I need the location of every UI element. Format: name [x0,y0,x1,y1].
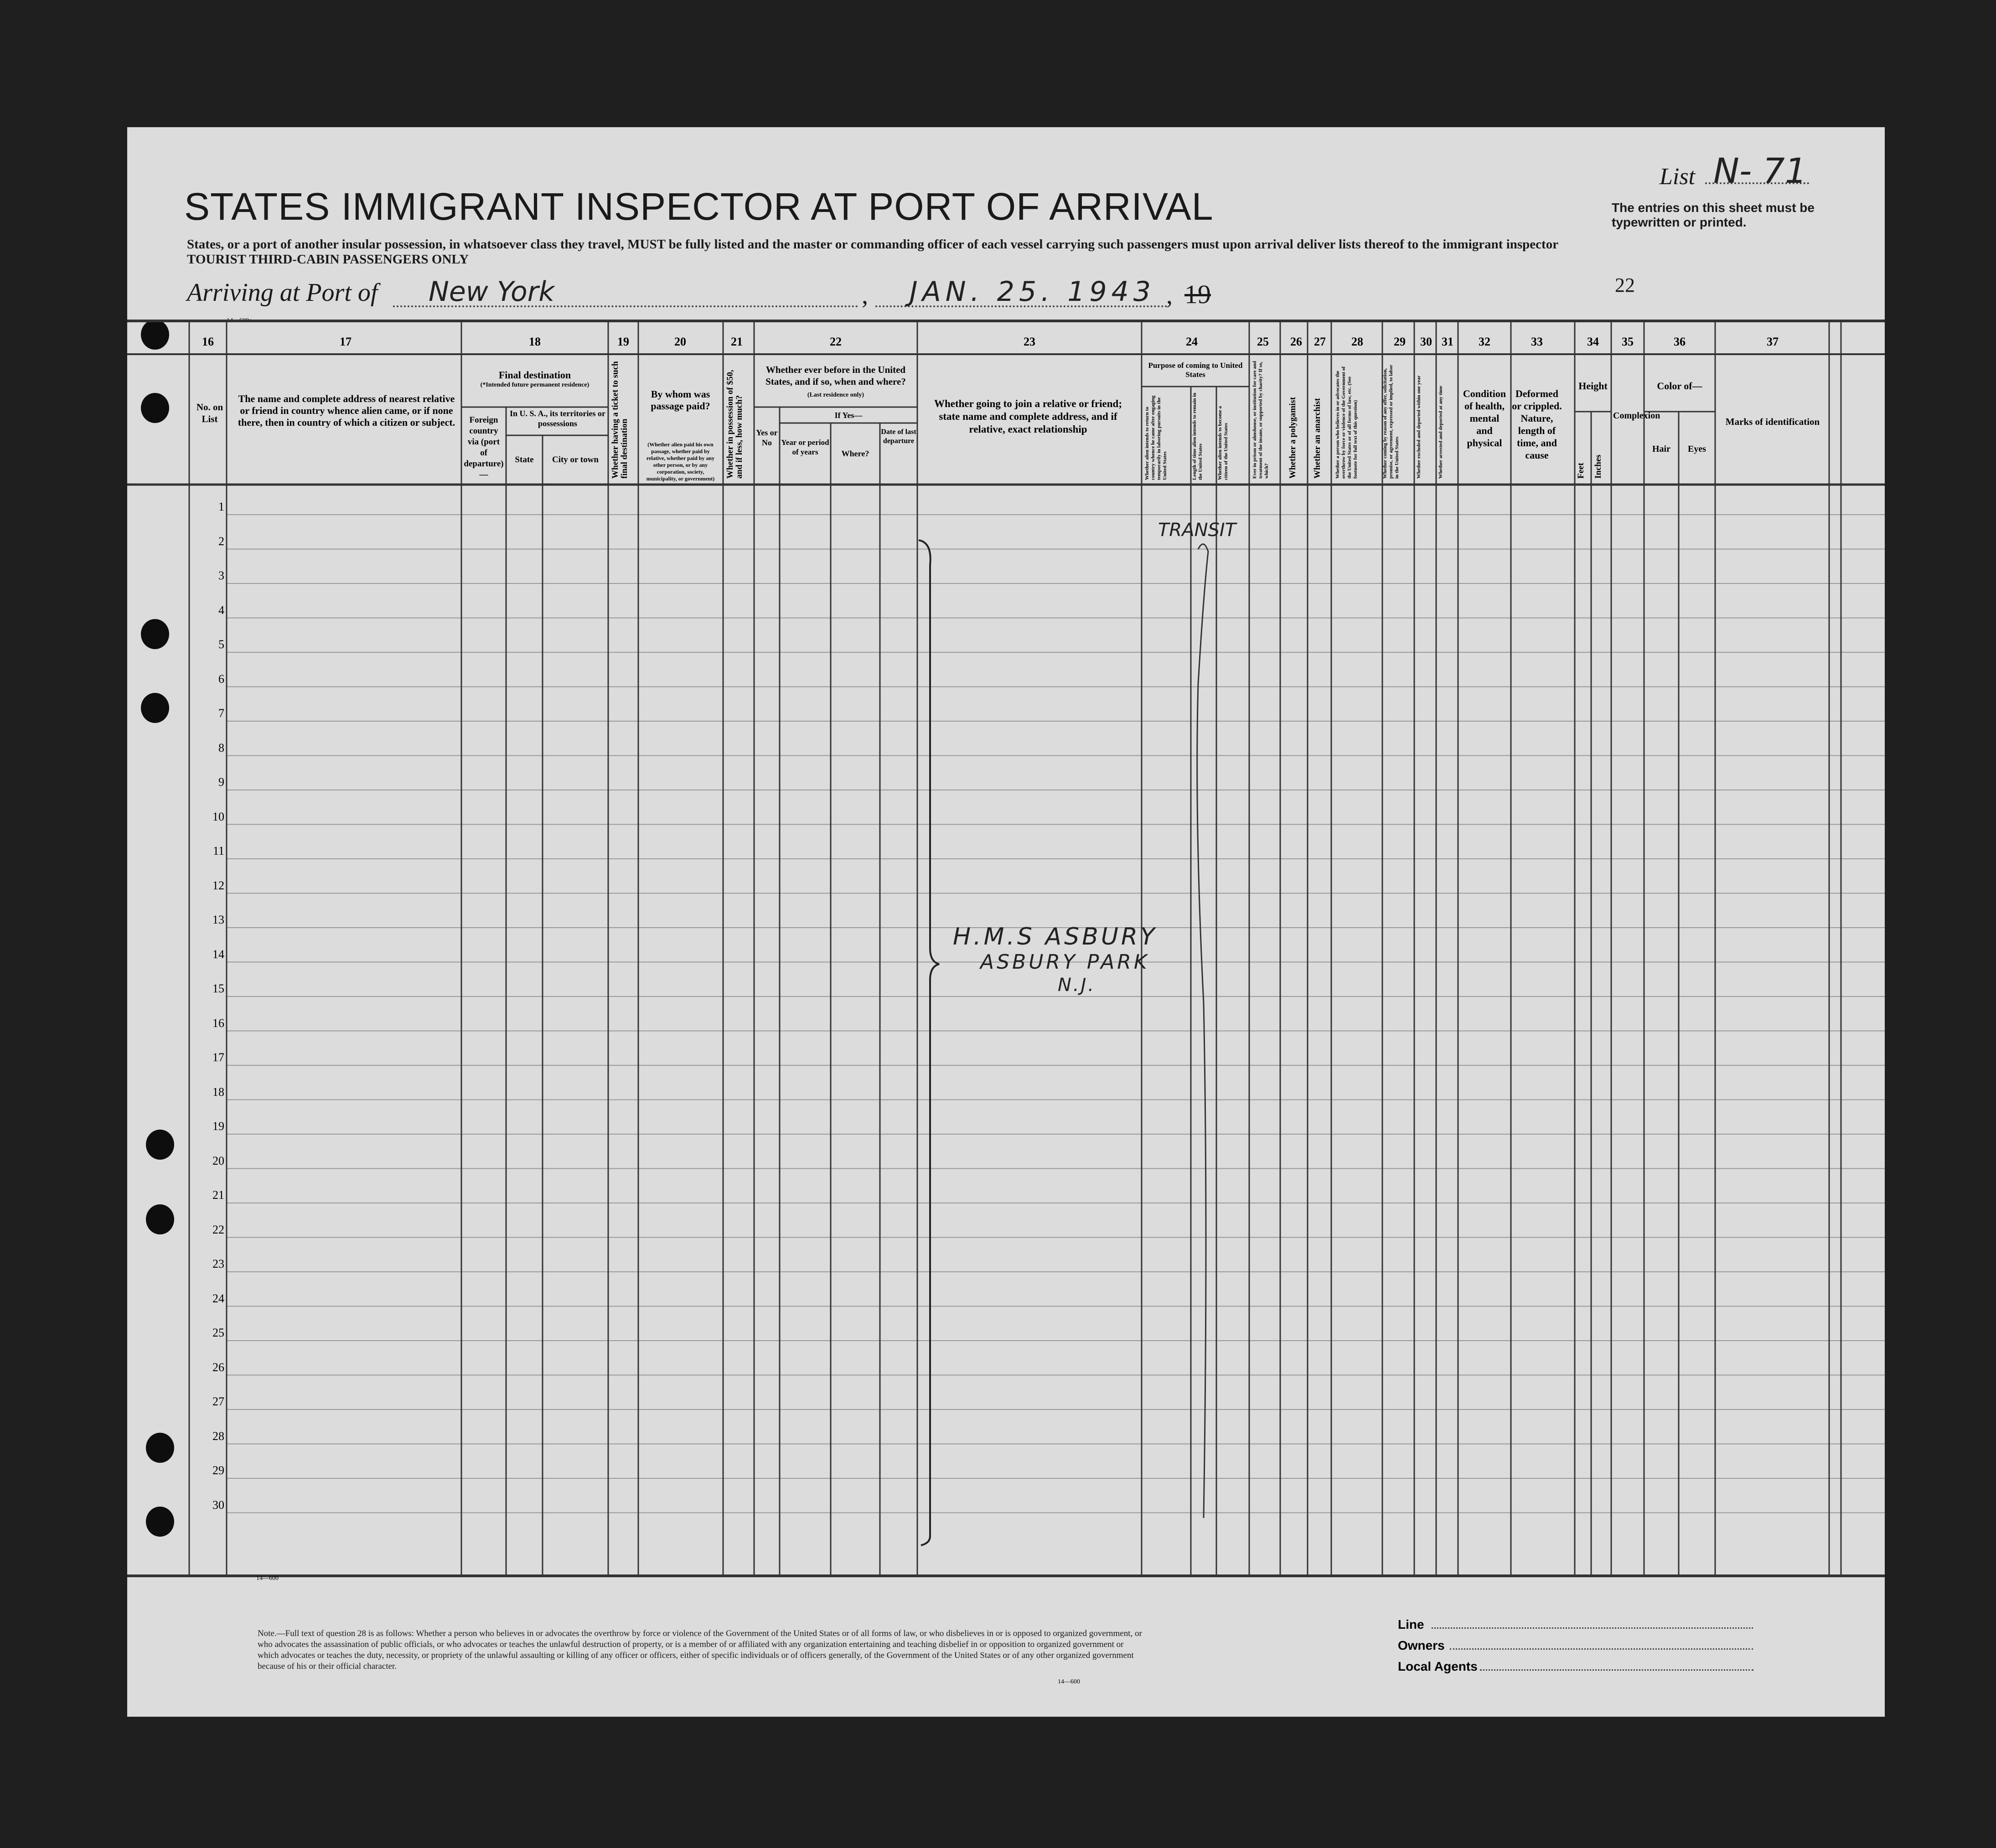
header-passage-paid-note: (Whether alien paid his own passage, whether paid by relative, whether paid by any other person, or by any corporation, society, municipality, or government) [646,441,715,482]
header-if-yes: If Yes— [834,411,863,420]
colnum-16: 16 [202,335,214,348]
header-final-destination: Final destination [498,369,571,381]
row-number: 12 [212,878,224,892]
bracket-mark [919,540,939,1545]
date-value: JAN. 25. 1943 [910,276,1155,308]
header-nearest-relative: The name and complete address of nearest relative or friend in country whence alien came, or if none there, then in country of which a citizen or subject. [238,393,455,428]
row-number: 28 [212,1429,224,1443]
comma: , [1166,281,1173,310]
colnum-21: 21 [731,335,743,348]
page-number: 22 [1615,274,1635,296]
header-fifty-dollars: Whether in possession of $50, and if less, how much? [725,370,744,479]
colnum-31: 31 [1442,335,1453,348]
header-passage-paid: By whom was passage paid? [651,388,710,412]
header-ticket: Whether having a ticket to such final destination [610,361,629,479]
local-agents-label: Local Agents [1398,1659,1478,1673]
purpose-transit: TRANSIT [1158,520,1236,541]
form-code: 14—600 [1058,1678,1080,1685]
class-line: TOURIST THIRD-CABIN PASSENGERS ONLY [187,252,469,267]
row-number: 30 [212,1498,224,1512]
header-complexion: Complexion [1613,411,1660,421]
header-eyes: Eyes [1688,444,1706,454]
form-code: 14—600 [256,1575,279,1582]
header-purpose: Purpose of coming to United States [1148,361,1243,379]
header-where: Where? [841,449,869,458]
list-label: List [1660,164,1696,190]
footnote-q28: Note.—Full text of question 28 is as follows: Whether a person who believes in or advocates the overthrow by force or violence of the Government of the United States or of all forms of law, or who disbelieves in or is opposed to organized government, or who advocates the assassination of public officials, or who advocates or teaches the unlawful destruction of property, or is a member of or affiliated with any organization entertaining and teaching disbelief in or opposition to organized government or which advocates or teaches the duty, necessity, or propriety of the unlawful assaulting or killing of any officer or officers, either of specific individuals or of officers generally, of the Government of the United States or of any other organized government because of his or their official character. [258,1629,1142,1671]
colnum-19: 19 [617,335,629,348]
colnum-36: 36 [1674,335,1686,348]
row-number: 13 [212,913,224,926]
header-polygamist: Whether a polygamist [1288,397,1298,479]
printed-year: 19 [1184,279,1211,309]
header-purpose-return: Whether alien intends to return to country whence he came after engaging temporarily in laboring pursuits in the United States [1144,395,1168,480]
row-number: 24 [212,1291,224,1305]
header-year-period: Year or period of years [781,438,829,456]
owners-field [1450,1648,1753,1650]
row-number: 3 [218,569,224,582]
header-prison: Ever in prison or almshouse, or institution for care and treatment of the insane, or supported by charity? If so, which? [1252,361,1269,479]
row-number: 23 [212,1257,224,1270]
row-number: 8 [218,741,224,754]
colnum-27: 27 [1314,335,1326,348]
header-height: Height [1578,380,1608,392]
header-deformed: Deformed or crippled. Nature, length of time, and cause [1512,388,1562,461]
header-overthrow: Whether a person who believes in or advocates the overthrow by force or violence of the Government of the United States or of all forms of law, etc. (See footnote for full text of this question) [1335,366,1358,479]
row-number: 6 [218,672,224,686]
colnum-22: 22 [830,335,842,348]
colnum-18: 18 [529,335,541,348]
intro-line: States, or a port of another insular possession, in whatsoever class they travel, MUST be fully listed and the master or commanding officer of each vessel carrying such passengers must upon arrival deliver lists thereof to the immigrant inspector [187,237,1559,252]
header-hair: Hair [1652,444,1670,454]
owners-label: Owners [1398,1638,1445,1652]
row-number: 21 [212,1188,224,1202]
header-marks-identification: Marks of identification [1725,416,1820,427]
colnum-30: 30 [1420,335,1432,348]
row-number: 7 [218,707,224,720]
local-agents-field [1480,1669,1753,1671]
colnum-24: 24 [1186,335,1198,348]
port-value: New York [429,276,555,308]
header-yes-or-no: Yes or No [756,428,778,447]
header-ever-before: Whether ever before in the United States, and if so, when and where? [765,364,906,387]
port-label: Arriving at Port of [187,279,378,307]
colnum-23: 23 [1024,335,1035,348]
header-join-relative: Whether going to join a relative or friend; state name and complete address, and if relative, exact relationship [934,398,1122,435]
header-purpose-length: Length of time alien intends to remain in the United States [1192,392,1203,480]
row-number: 29 [212,1464,224,1477]
entries-note: The entries on this sheet must be typewritten or printed. [1612,201,1815,229]
header-purpose-citizen: Whether alien intends to become a citizen of the United States [1217,406,1229,480]
header-ever-before-note: (Last residence only) [807,392,864,398]
row-number: 26 [212,1360,224,1374]
colnum-35: 35 [1622,335,1634,348]
header-no-on-list: No. on List [196,402,223,424]
list-number: N- 71 [1713,150,1807,191]
header-foreign-country: Foreign country via (port of departure)— [464,415,504,480]
colnum-28: 28 [1351,335,1363,348]
row-number: 22 [212,1223,224,1236]
colnum-26: 26 [1290,335,1302,348]
row-number: 11 [212,844,224,857]
row-number: 9 [218,775,224,789]
join-relative-line2: ASBURY PARK [980,950,1150,974]
header-final-destination-note: (*Intended future permanent residence) [480,382,589,388]
row-number: 2 [218,534,224,548]
row-number: 16 [212,1016,224,1030]
join-relative-line1: H.M.S ASBURY [953,923,1158,950]
line-field [1432,1627,1753,1629]
header-date-departure: Date of last departure [881,428,916,445]
join-relative-line3: N.J. [1058,975,1096,996]
header-labor-offer: Whether coming by reason of any offer, solicitation, promise, or agreement, expressed or implied, to labor in the United States [1382,365,1400,479]
row-number: 20 [212,1154,224,1167]
colnum-20: 20 [674,335,686,348]
header-arrested: Whether arrested and deported at any time [1438,386,1443,479]
colnum-29: 29 [1394,335,1406,348]
header-feet: Feet [1576,463,1586,479]
header-color-of: Color of— [1657,380,1702,392]
row-number: 18 [212,1085,224,1099]
colnum-34: 34 [1587,335,1599,348]
colnum-32: 32 [1479,335,1490,348]
page-title: STATES IMMIGRANT INSPECTOR AT PORT OF ARRIVAL [184,185,1214,228]
row-number: 5 [218,638,224,651]
row-number: 27 [212,1395,224,1408]
header-state: State [515,455,534,465]
colnum-33: 33 [1531,335,1543,348]
header-inches: Inches [1593,454,1603,479]
form-code: 14—600e [227,317,252,324]
comma: , [862,281,868,310]
row-number: 25 [212,1326,224,1339]
colnum-17: 17 [340,335,352,348]
row-number: 17 [212,1051,224,1064]
colnum-37: 37 [1767,335,1779,348]
line-label: Line [1398,1617,1424,1631]
row-number: 10 [212,810,224,823]
row-number: 1 [218,500,224,513]
row-number: 19 [212,1120,224,1133]
row-number: 14 [212,947,224,961]
header-city-or-town: City or town [552,455,599,465]
header-anarchist: Whether an anarchist [1313,398,1322,479]
header-health: Condition of health, mental and physical [1463,388,1506,449]
colnum-25: 25 [1257,335,1269,348]
header-in-usa: In U. S. A., its territories or possessions [510,409,605,428]
header-excluded: Whether excluded and deported within one year [1416,375,1422,479]
row-number: 15 [212,982,224,995]
row-number: 4 [218,603,224,617]
